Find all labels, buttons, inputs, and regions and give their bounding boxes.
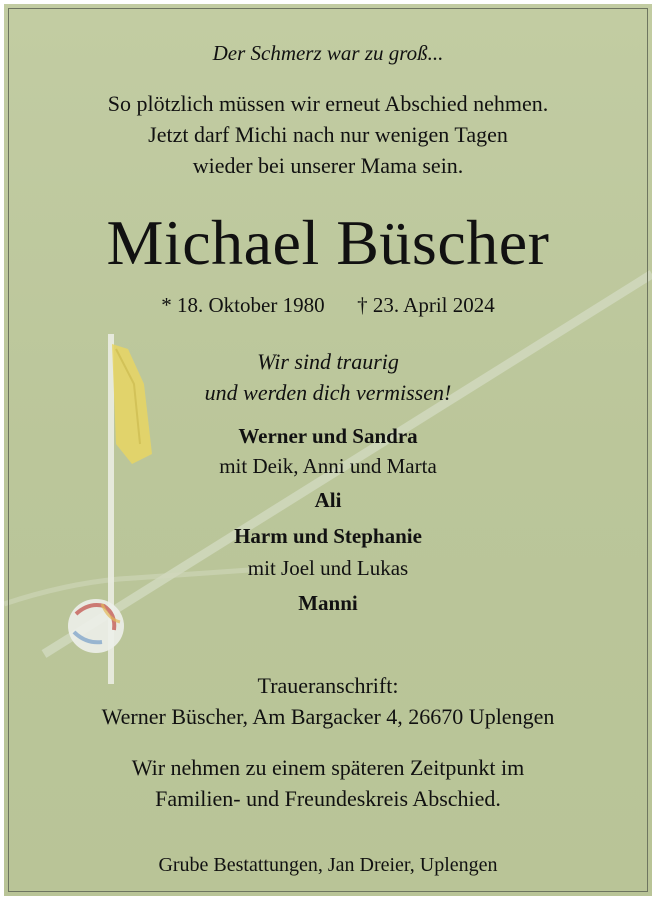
deceased-name: Michael Büscher bbox=[106, 207, 550, 278]
mourning-line-1: Wir sind traurig bbox=[257, 349, 399, 374]
farewell-line-2: Familien- und Freundeskreis Abschied. bbox=[155, 786, 501, 811]
address-label: Traueranschrift: bbox=[257, 673, 399, 698]
intro-line-1: So plötzlich müssen wir erneut Abschied nehmen. bbox=[107, 91, 549, 116]
mourning-line-2: und werden dich vermissen! bbox=[204, 380, 452, 405]
farewell-line-1: Wir nehmen zu einem späteren Zeitpunkt im bbox=[131, 755, 525, 780]
undertaker: Grube Bestattungen, Jan Dreier, Uplengen bbox=[158, 854, 498, 876]
mourner-names: Ali bbox=[314, 488, 342, 512]
notice-text bbox=[4, 4, 652, 896]
life-dates bbox=[4, 293, 652, 318]
mourner-names: Manni bbox=[298, 591, 358, 615]
birth-date: * 18. Oktober 1980 bbox=[161, 293, 325, 317]
intro-line-3: wieder bei unserer Mama sein. bbox=[192, 153, 464, 178]
mourner-with: mit Joel und Lukas bbox=[247, 556, 409, 580]
mourner-with: mit Deik, Anni und Marta bbox=[219, 454, 437, 478]
death-date: † 23. April 2024 bbox=[357, 293, 495, 317]
address: Werner Büscher, Am Bargacker 4, 26670 Uplengen bbox=[101, 704, 555, 729]
mourner-names: Werner und Sandra bbox=[238, 424, 418, 448]
intro-line-2: Jetzt darf Michi nach nur wenigen Tagen bbox=[148, 122, 508, 147]
mourner-names: Harm und Stephanie bbox=[234, 524, 422, 548]
opening-quote: Der Schmerz war zu groß... bbox=[212, 41, 444, 65]
